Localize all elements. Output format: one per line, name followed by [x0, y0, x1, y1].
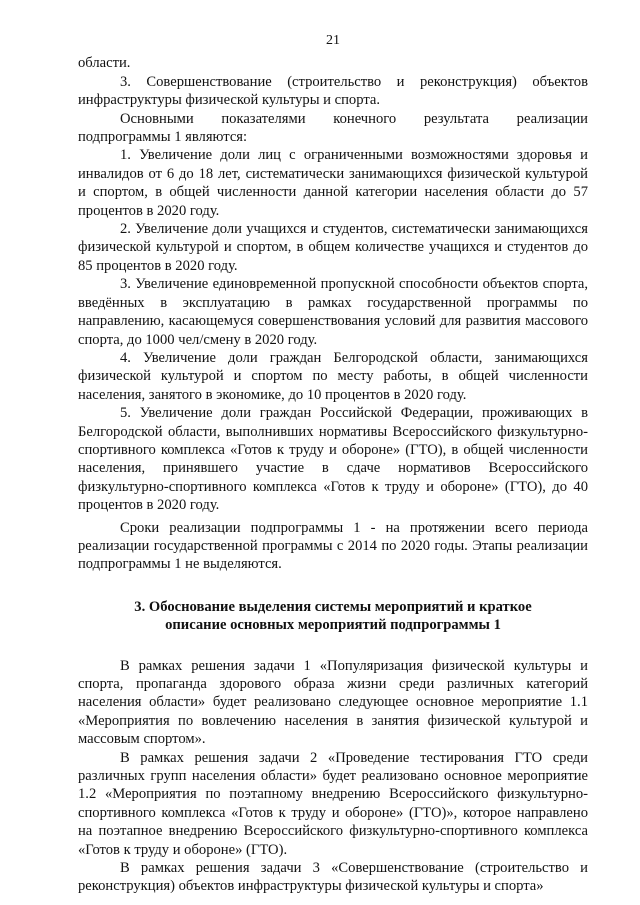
paragraph-indicator-3: 3. Увеличение единовременной пропускной способности объектов спорта, введённых в эксплуатацию в рамках государственной программы по направлению, касающемуся совершенствования условий для развития массового спорта, до 1000 чел/смену в 2020 году.	[78, 276, 588, 348]
paragraph-measure-2: В рамках решения задачи 2 «Проведение тестирования ГТО среди различных групп населения области» будет реализовано основное мероприятие 1.2 «Мероприятия по поэтапному внедрению Всероссийского физкультурно-спортивного комплекса «Готов к труду и обороне» (ГТО)», которое направлено на поэтапное внедрению Всероссийского физкультурно-спортивного комплекса «Готов к труду и обороне» (ГТО).	[78, 749, 588, 858]
paragraph-indicator-4: 4. Увеличение доли граждан Белгородской области, занимающихся физической культурой и спортом по месту работы, в общей численности населения, занятого в экономике, до 10 процентов в 2020 году.	[78, 349, 588, 403]
paragraph-measure-3: В рамках решения задачи 3 «Совершенствование (строительство и реконструкция) объектов инфраструктуры физической культуры и спорта»	[78, 860, 588, 895]
paragraph-indicator-5: 5. Увеличение доли граждан Российской Федерации, проживающих в Белгородской области, выполнивших нормативы Всероссийского физкультурно-спортивного комплекса «Готов к труду и обороне» (ГТО), в общей численности населения, принявшего участие в сдаче нормативов Всероссийского физкультурно-спортивного комплекса «Готов к труду и обороне» (ГТО), до 40 процентов в 2020 году.	[78, 405, 588, 514]
paragraph-indicator-2: 2. Увеличение доли учащихся и студентов, систематически занимающихся физической культурой и спортом, в общем количестве учащихся и студентов до 85 процентов в 2020 году.	[78, 221, 588, 274]
paragraph-indicator-1: 1. Увеличение доли лиц с ограниченными возможностями здоровья и инвалидов от 6 до 18 лет, систематически занимающихся физической культурой и спортом, в общей численности данной категории населения области до 57 процентов в 2020 году.	[78, 147, 588, 219]
section-heading-line-2: описание основных мероприятий подпрограммы 1	[165, 617, 501, 634]
page-number: 21	[326, 33, 340, 48]
paragraph-oblasti: области.	[78, 55, 131, 72]
paragraph-indicators-intro: Основными показателями конечного результата реализации подпрограммы 1 являются:	[78, 110, 588, 146]
section-heading-line-1: 3. Обоснование выделения системы мероприятий и краткое	[134, 598, 532, 615]
paragraph-measure-1: В рамках решения задачи 1 «Популяризация физической культуры и спорта, пропаганда здорового образа жизни среди различных категорий населения области» будет реализовано следующее основное мероприятие 1.1 «Мероприятия по вовлечению населения в занятия физической культурой и массовым спортом».	[78, 657, 588, 748]
paragraph-task-3: 3. Совершенствование (строительство и реконструкция) объектов инфраструктуры физической культуры и спорта.	[78, 73, 588, 109]
paragraph-timeline: Сроки реализации подпрограммы 1 - на протяжении всего периода реализации государственной программы с 2014 по 2020 годы. Этапы реализации подпрограммы 1 не выделяются.	[78, 519, 588, 573]
section-heading	[78, 598, 588, 635]
